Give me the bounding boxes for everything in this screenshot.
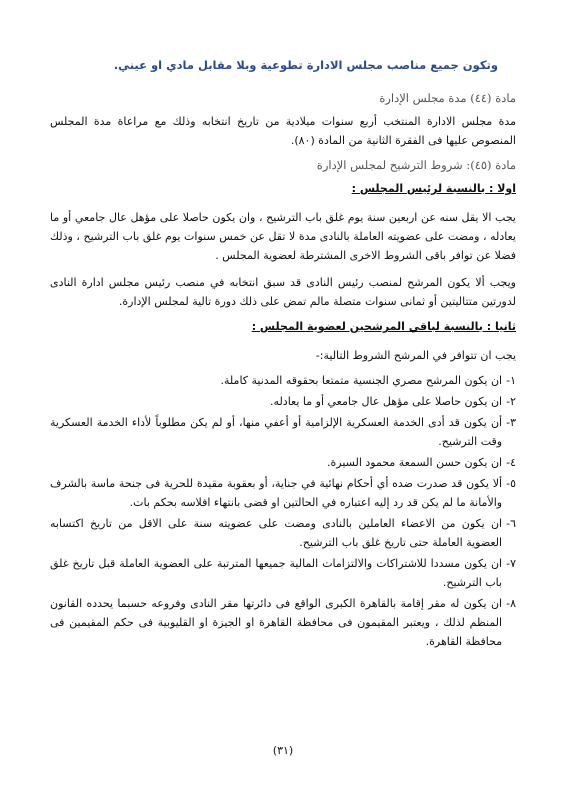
condition-text: ان يكون المرشح مصري الجنسية متمتعا بحقوقه المدنية كاملة. — [220, 374, 503, 387]
condition-text: ان يكون حاصلا على مؤهل عال جامعي أو ما يعادله. — [270, 395, 503, 408]
article-44-title: مادة (٤٤) مدة مجلس الإدارة — [379, 91, 516, 105]
condition-item — [50, 371, 516, 390]
condition-number: ٤- — [506, 456, 516, 469]
condition-item — [50, 514, 516, 552]
condition-number: ٢- — [506, 395, 516, 408]
condition-text: ان يكون مسددا للاشتراكات والالتزامات المالية جميعها المترتبة على العضوية العاملة قبل تاريخ غلق باب الترشيح. — [50, 557, 503, 589]
article-44-text: مدة مجلس الادارة المنتخب أربع سنوات ميلادية من تاريخ انتخابه وذلك مع مراعاة مدة المجلس المنصوص عليها فى الفقرة الثانية من المادة (٨٠). — [50, 115, 516, 147]
section-2-title: ثانيا : بالنسبة لباقي المرشحين لعضوية المجلس : — [251, 320, 516, 333]
article-45-title: مادة (٤٥): شروط الترشيح لمجلس الإدارة — [316, 158, 516, 172]
condition-item — [50, 474, 516, 512]
condition-number: ٣- — [506, 416, 516, 429]
condition-number: ٦- — [506, 517, 516, 530]
condition-number: ٧- — [506, 557, 516, 570]
condition-item — [50, 413, 516, 451]
condition-number: ٥- — [506, 477, 516, 490]
condition-item — [50, 392, 516, 411]
condition-item — [50, 453, 516, 472]
condition-text: ان يكون حسن السمعة محمود السيرة. — [327, 456, 503, 469]
conditions-list — [50, 371, 516, 651]
condition-number: ٨- — [506, 597, 516, 610]
condition-item — [50, 554, 516, 592]
section-1-paragraph-1: يجب الا يقل سنه عن اربعين سنة يوم غلق باب الترشيح ، وان يكون حاصلا على مؤهل عال جامعي أو ما يعادله ، ومضت على عضويته العاملة بالنادى مدة لا تقل عن خمس سنوات يوم غلق باب الترشيح ، وذلك فضلا عن توافر باقى الشروط الاخرى المشترطة لعضوية المجلس . — [50, 211, 516, 262]
page-number: (٣١) — [272, 744, 294, 757]
condition-text: ان يكون له مقر إقامة بالقاهرة الكبرى الواقع فى دائرتها مقر النادى وفروعه حسبما يحدده القانون المنظم لذلك ، ويعتبر المقيمون فى محافظة القاهرة او الجيزة او القليوبية فى حكم المقيمين فى محافظة القاهرة. — [50, 597, 503, 648]
section-1-paragraph-2: ويجب ألا يكون المرشح لمنصب رئيس النادى قد سبق انتخابه في منصب رئيس مجلس ادارة النادى لدورتين متتاليتين أو ثمانى سنوات متصلة مالم تمض على ذلك دورة تالية لمجلس الإدارة. — [50, 276, 516, 308]
condition-text: ان يكون من الاعضاء العاملين بالنادى ومضت على عضويته سنة على الاقل من تاريخ اكتسابه العضوية العاملة حتى تاريخ غلق باب الترشيح. — [50, 517, 503, 549]
condition-text: أن يكون قد أدى الخدمة العسكرية الإلزامية أو أعفي منها، أو لم يكن مطلوباً لأداء الخدمة العسكرية وقت الترشيح. — [50, 416, 503, 448]
condition-item — [50, 594, 516, 651]
section-1-title: اولا : بالنسبة لرئيس المجلس : — [351, 182, 516, 195]
intro-heading: وتكون جميع مناصب مجلس الادارة تطوعية وبلا مقابل مادي او عيني. — [113, 58, 498, 72]
condition-number: ١- — [506, 374, 516, 387]
condition-text: ألا يكون قد صدرت ضده أي أحكام نهائية في جناية، أو بعقوبة مقيدة للحرية فى جنحة ماسة بالشرف والأمانة ما لم يكن قد رد إليه اعتباره في الحالتين او قضى بانتهاء افلاسه بحكم بات. — [50, 477, 503, 509]
section-2-intro: يجب ان تتوافر في المرشح الشروط التالية:- — [315, 349, 516, 362]
